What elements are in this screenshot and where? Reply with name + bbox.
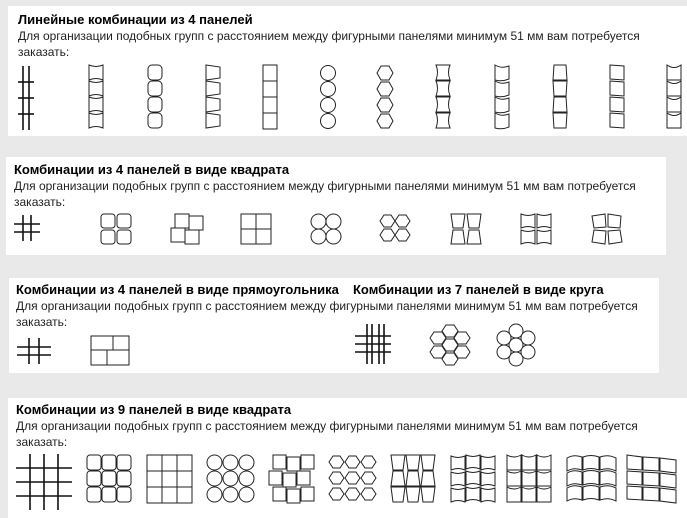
skew-panels-grid-icon — [626, 454, 678, 504]
hexagon-panels-square-icon — [379, 213, 413, 245]
mounting-grid-icon — [14, 215, 40, 241]
section-rectangle-4-and-circle-7 — [9, 278, 659, 373]
skew-panels-column-icon — [609, 64, 625, 130]
section-title: Линейные комбинации из 4 панелей — [18, 12, 253, 27]
curved-panels-square-icon — [520, 213, 552, 245]
trapezoid-panels-grid-icon — [390, 454, 438, 504]
section-square-4 — [6, 157, 666, 255]
circle-panels-circle-icon — [493, 323, 539, 367]
section-description: Для организации подобных групп с расстоянием между фигурными панелями минимум 51 мм вам потребуется заказать: — [16, 299, 638, 329]
section-linear-4 — [8, 6, 687, 136]
pinwheel-panels-square-icon — [591, 213, 623, 245]
section-description: Для организации подобных групп с расстоянием между фигурными панелями минимум 51 мм вам потребуется заказать: — [14, 179, 636, 209]
rounded-panels-square-icon — [100, 213, 132, 245]
mounting-grid-icon — [16, 66, 36, 130]
section-title: Комбинации из 4 панелей в виде прямоугольника — [16, 282, 339, 297]
circle-panels-grid-icon — [206, 454, 256, 504]
circle-panels-square-icon — [310, 213, 342, 245]
ridge-panels-column-icon — [666, 64, 682, 130]
rounded-panels-column-icon — [147, 64, 163, 130]
pinched-panels-column-icon — [435, 64, 451, 130]
section-description: Для организации подобных групп с расстоянием между фигурными панелями минимум 51 мм вам потребуется заказать: — [18, 29, 640, 59]
square-panels-column-icon — [262, 64, 278, 130]
mounting-grid-icon — [17, 338, 51, 364]
offset-panels-grid-icon — [268, 454, 318, 504]
section-description: Для организации подобных групп с расстоянием между фигурными панелями минимум 51 мм вам потребуется заказать: — [16, 419, 638, 449]
hexagon-panels-column-icon — [376, 64, 394, 130]
section-square-9 — [8, 398, 687, 518]
rounded-panels-grid-icon — [86, 454, 132, 504]
ridge-panels-grid-icon — [506, 454, 554, 504]
hexagon-panels-grid-icon — [328, 454, 380, 504]
square-panels-square-icon — [240, 213, 272, 245]
hexagon-panels-circle-icon — [426, 323, 474, 367]
section-title: Комбинации из 4 панелей в виде квадрата — [14, 162, 290, 177]
curved-panels-column-icon — [494, 64, 510, 130]
mounting-grid-icon — [16, 454, 72, 510]
wave-panels-grid-icon — [566, 454, 618, 504]
offset-panels-square-icon — [170, 213, 204, 245]
curved-panels-grid-icon — [450, 454, 498, 504]
bevel-panels-column-icon — [205, 64, 221, 130]
rectangle-panels-icon — [90, 335, 130, 367]
section-title-circle: Комбинации из 7 панелей в виде круга — [353, 282, 604, 297]
wave-panels-column-icon — [88, 64, 104, 130]
circle-panels-column-icon — [319, 64, 337, 130]
trapezoid-panels-column-icon — [552, 64, 568, 130]
trapezoid-panels-square-icon — [450, 213, 482, 245]
mounting-grid-circle-icon — [353, 324, 393, 364]
section-title: Комбинации из 9 панелей в виде квадрата — [16, 402, 292, 417]
square-panels-grid-icon — [146, 454, 194, 504]
